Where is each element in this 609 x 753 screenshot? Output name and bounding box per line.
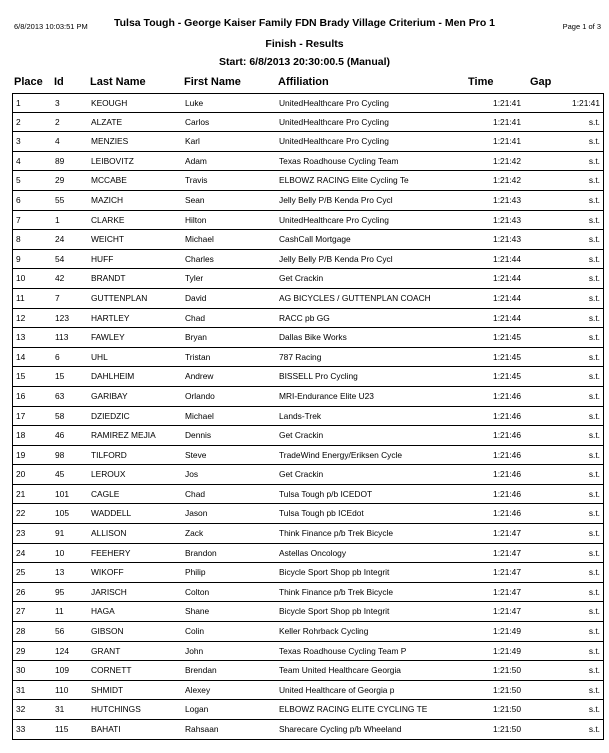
gap-cell: s.t. (588, 469, 600, 480)
affiliation-cell: BISSELL Pro Cycling (279, 371, 358, 382)
gap-cell: s.t. (588, 292, 600, 303)
gap-cell: s.t. (588, 528, 600, 539)
col-time: Time (468, 76, 494, 88)
table-row (12, 132, 604, 152)
table-row (12, 544, 604, 564)
first-name-cell: Luke (185, 98, 204, 108)
table-row (12, 426, 604, 446)
time-cell: 1:21:46 (493, 488, 521, 499)
table-row (12, 250, 604, 270)
id-cell: 110 (55, 684, 69, 695)
time-cell: 1:21:50 (493, 704, 521, 715)
first-name-cell: Brandon (185, 547, 217, 558)
affiliation-cell: Texas Roadhouse Cycling Team (279, 155, 399, 166)
last-name-cell: FAWLEY (91, 332, 125, 343)
place-cell: 1 (16, 98, 21, 108)
first-name-cell: Tristan (185, 351, 211, 362)
id-cell: 29 (55, 175, 65, 186)
last-name-cell: WIKOFF (91, 567, 124, 578)
id-cell: 124 (55, 645, 69, 656)
id-cell: 6 (55, 351, 60, 362)
table-row (12, 602, 604, 622)
place-cell: 7 (16, 214, 21, 225)
id-cell: 105 (55, 508, 69, 519)
affiliation-cell: Keller Rohrback Cycling (279, 626, 369, 637)
place-cell: 27 (16, 606, 26, 617)
table-row (12, 171, 604, 191)
first-name-cell: Zack (185, 528, 204, 539)
time-cell: 1:21:46 (493, 469, 521, 480)
id-cell: 109 (55, 665, 69, 676)
id-cell: 55 (55, 194, 65, 205)
place-cell: 23 (16, 528, 26, 539)
first-name-cell: Jos (185, 469, 199, 480)
time-cell: 1:21:42 (493, 175, 521, 186)
table-row (12, 93, 604, 113)
last-name-cell: FEEHERY (91, 547, 131, 558)
last-name-cell: WADDELL (91, 508, 132, 519)
time-cell: 1:21:46 (493, 390, 521, 401)
last-name-cell: MCCABE (91, 175, 127, 186)
last-name-cell: RAMIREZ MEJIA (91, 430, 156, 441)
first-name-cell: Colin (185, 626, 205, 637)
first-name-cell: Sean (185, 194, 205, 205)
place-cell: 20 (16, 469, 26, 480)
table-row (12, 230, 604, 250)
table-row (12, 269, 604, 289)
place-cell: 2 (16, 116, 21, 127)
time-cell: 1:21:43 (493, 194, 521, 205)
gap-cell: s.t. (588, 273, 600, 284)
table-row (12, 622, 604, 642)
affiliation-cell: Sharecare Cycling p/b Wheeland (279, 724, 402, 734)
place-cell: 18 (16, 430, 26, 441)
last-name-cell: LEIBOVITZ (91, 155, 134, 166)
place-cell: 33 (16, 724, 26, 734)
place-cell: 8 (16, 234, 21, 245)
table-row (12, 642, 604, 662)
table-row (12, 485, 604, 505)
affiliation-cell: TradeWind Energy/Eriksen Cycle (279, 449, 403, 460)
last-name-cell: HARTLEY (91, 312, 130, 323)
gap-cell: s.t. (588, 586, 600, 597)
last-name-cell: HUTCHINGS (91, 704, 141, 715)
gap-cell: s.t. (588, 155, 600, 166)
gap-cell: s.t. (588, 116, 600, 127)
table-row (12, 387, 604, 407)
time-cell: 1:21:47 (493, 606, 521, 617)
time-cell: 1:21:50 (493, 684, 521, 695)
place-cell: 17 (16, 410, 26, 421)
last-name-cell: CORNETT (91, 665, 132, 676)
first-name-cell: Andrew (185, 371, 214, 382)
id-cell: 7 (55, 292, 60, 303)
affiliation-cell: Think Finance p/b Trek Bicycle (279, 528, 394, 539)
gap-cell: s.t. (588, 488, 600, 499)
id-cell: 3 (55, 98, 60, 108)
time-cell: 1:21:49 (493, 645, 521, 656)
first-name-cell: Steve (185, 449, 207, 460)
first-name-cell: Rahsaan (185, 724, 219, 734)
first-name-cell: Michael (185, 234, 214, 245)
time-cell: 1:21:47 (493, 567, 521, 578)
last-name-cell: SHMIDT (91, 684, 124, 695)
affiliation-cell: UnitedHealthcare Pro Cycling (279, 214, 389, 225)
first-name-cell: Chad (185, 488, 206, 499)
id-cell: 91 (55, 528, 65, 539)
results-table (12, 93, 604, 740)
id-cell: 11 (55, 606, 64, 617)
gap-cell: s.t. (588, 508, 600, 519)
gap-cell: s.t. (588, 626, 600, 637)
gap-cell: s.t. (588, 253, 600, 264)
last-name-cell: DZIEDZIC (91, 410, 130, 421)
col-last-name: Last Name (90, 76, 146, 88)
affiliation-cell: Tulsa Tough p/b ICEDOT (279, 488, 373, 499)
place-cell: 32 (16, 704, 26, 715)
first-name-cell: Carlos (185, 116, 210, 127)
id-cell: 46 (55, 430, 65, 441)
time-cell: 1:21:46 (493, 508, 521, 519)
first-name-cell: Travis (185, 175, 208, 186)
place-cell: 29 (16, 645, 26, 656)
time-cell: 1:21:45 (493, 332, 521, 343)
last-name-cell: BRANDT (91, 273, 126, 284)
last-name-cell: WEICHT (91, 234, 125, 245)
place-cell: 21 (16, 488, 26, 499)
time-cell: 1:21:44 (493, 312, 521, 323)
time-cell: 1:21:46 (493, 410, 521, 421)
gap-cell: s.t. (588, 665, 600, 676)
gap-cell: s.t. (588, 724, 600, 734)
start-time: Start: 6/8/2013 20:30:00.5 (Manual) (219, 56, 390, 68)
affiliation-cell: UnitedHealthcare Pro Cycling (279, 136, 389, 147)
table-row (12, 367, 604, 387)
first-name-cell: Adam (185, 155, 207, 166)
time-cell: 1:21:44 (493, 292, 521, 303)
first-name-cell: Brendan (185, 665, 217, 676)
table-row (12, 563, 604, 583)
place-cell: 10 (16, 273, 26, 284)
gap-cell: s.t. (588, 606, 600, 617)
gap-cell: s.t. (588, 567, 600, 578)
col-place: Place (14, 76, 43, 88)
affiliation-cell: ELBOWZ RACING ELITE CYCLING TE (279, 704, 428, 715)
id-cell: 1 (55, 214, 60, 225)
gap-cell: s.t. (588, 234, 600, 245)
affiliation-cell: 787 Racing (279, 351, 322, 362)
table-row (12, 700, 604, 720)
id-cell: 2 (55, 116, 60, 127)
place-cell: 6 (16, 194, 21, 205)
place-cell: 14 (16, 351, 26, 362)
gap-cell: s.t. (588, 390, 600, 401)
last-name-cell: HAGA (91, 606, 115, 617)
place-cell: 12 (16, 312, 26, 323)
id-cell: 13 (55, 567, 65, 578)
gap-cell: s.t. (588, 312, 600, 323)
time-cell: 1:21:41 (493, 136, 521, 147)
place-cell: 30 (16, 665, 26, 676)
gap-cell: s.t. (588, 645, 600, 656)
last-name-cell: GIBSON (91, 626, 124, 637)
time-cell: 1:21:45 (493, 371, 521, 382)
place-cell: 26 (16, 586, 26, 597)
last-name-cell: TILFORD (91, 449, 127, 460)
last-name-cell: JARISCH (91, 586, 127, 597)
page-number: Page 1 of 3 (562, 22, 601, 31)
affiliation-cell: Bicycle Sport Shop pb Integrit (279, 567, 390, 578)
id-cell: 98 (55, 449, 65, 460)
column-headers (0, 76, 609, 92)
time-cell: 1:21:44 (493, 273, 521, 284)
table-row (12, 348, 604, 368)
last-name-cell: MENZIES (91, 136, 129, 147)
last-name-cell: UHL (91, 351, 108, 362)
affiliation-cell: UnitedHealthcare Pro Cycling (279, 98, 389, 108)
time-cell: 1:21:43 (493, 214, 521, 225)
gap-cell: s.t. (588, 547, 600, 558)
gap-cell: s.t. (588, 175, 600, 186)
affiliation-cell: UnitedHealthcare Pro Cycling (279, 116, 389, 127)
time-cell: 1:21:41 (493, 116, 521, 127)
time-cell: 1:21:50 (493, 665, 521, 676)
time-cell: 1:21:43 (493, 234, 521, 245)
affiliation-cell: MRI-Endurance Elite U23 (279, 390, 374, 401)
last-name-cell: CLARKE (91, 214, 125, 225)
last-name-cell: BAHATI (91, 724, 121, 734)
id-cell: 15 (55, 371, 65, 382)
place-cell: 22 (16, 508, 26, 519)
gap-cell: s.t. (588, 332, 600, 343)
affiliation-cell: Astellas Oncology (279, 547, 347, 558)
last-name-cell: ALLISON (91, 528, 127, 539)
gap-cell: s.t. (588, 214, 600, 225)
col-id: Id (54, 76, 64, 88)
first-name-cell: Colton (185, 586, 210, 597)
id-cell: 89 (55, 155, 65, 166)
place-cell: 16 (16, 390, 26, 401)
time-cell: 1:21:41 (493, 98, 521, 108)
gap-cell: s.t. (588, 194, 600, 205)
print-timestamp: 6/8/2013 10:03:51 PM (14, 22, 88, 31)
affiliation-cell: Get Crackin (279, 430, 324, 441)
time-cell: 1:21:44 (493, 253, 521, 264)
first-name-cell: Philip (185, 567, 206, 578)
id-cell: 45 (55, 469, 65, 480)
first-name-cell: Charles (185, 253, 214, 264)
place-cell: 4 (16, 155, 21, 166)
gap-cell: s.t. (588, 430, 600, 441)
gap-cell: s.t. (588, 371, 600, 382)
first-name-cell: Logan (185, 704, 209, 715)
affiliation-cell: Think Finance p/b Trek Bicycle (279, 586, 394, 597)
place-cell: 9 (16, 253, 21, 264)
affiliation-cell: Tulsa Tough pb ICEdot (279, 508, 364, 519)
table-row (12, 113, 604, 133)
affiliation-cell: ELBOWZ RACING Elite Cycling Te (279, 175, 409, 186)
table-row (12, 152, 604, 172)
affiliation-cell: Lands-Trek (279, 410, 322, 421)
table-row (12, 407, 604, 427)
place-cell: 11 (16, 292, 25, 303)
first-name-cell: David (185, 292, 207, 303)
affiliation-cell: Jelly Belly P/B Kenda Pro Cycl (279, 194, 393, 205)
place-cell: 31 (16, 684, 26, 695)
table-row (12, 446, 604, 466)
table-row (12, 309, 604, 329)
affiliation-cell: Get Crackin (279, 469, 324, 480)
last-name-cell: KEOUGH (91, 98, 128, 108)
gap-cell: s.t. (588, 684, 600, 695)
id-cell: 42 (55, 273, 65, 284)
affiliation-cell: AG BICYCLES / GUTTENPLAN COACH (279, 292, 431, 303)
id-cell: 56 (55, 626, 65, 637)
id-cell: 115 (55, 724, 69, 734)
time-cell: 1:21:47 (493, 586, 521, 597)
id-cell: 10 (55, 547, 65, 558)
place-cell: 13 (16, 332, 26, 343)
id-cell: 63 (55, 390, 65, 401)
table-row (12, 720, 604, 740)
place-cell: 25 (16, 567, 26, 578)
last-name-cell: GUTTENPLAN (91, 292, 148, 303)
last-name-cell: DAHLHEIM (91, 371, 135, 382)
col-first-name: First Name (184, 76, 241, 88)
id-cell: 4 (55, 136, 60, 147)
first-name-cell: Bryan (185, 332, 207, 343)
affiliation-cell: RACC pb GG (279, 312, 330, 323)
table-row (12, 661, 604, 681)
id-cell: 24 (55, 234, 65, 245)
last-name-cell: ALZATE (91, 116, 123, 127)
first-name-cell: John (185, 645, 204, 656)
id-cell: 95 (55, 586, 65, 597)
id-cell: 101 (55, 488, 69, 499)
first-name-cell: Alexey (185, 684, 211, 695)
last-name-cell: LEROUX (91, 469, 126, 480)
time-cell: 1:21:46 (493, 449, 521, 460)
table-row (12, 504, 604, 524)
last-name-cell: GRANT (91, 645, 121, 656)
first-name-cell: Michael (185, 410, 214, 421)
place-cell: 5 (16, 175, 21, 186)
first-name-cell: Orlando (185, 390, 215, 401)
table-row (12, 191, 604, 211)
gap-cell: s.t. (588, 449, 600, 460)
table-row (12, 465, 604, 485)
affiliation-cell: Get Crackin (279, 273, 324, 284)
place-cell: 3 (16, 136, 21, 147)
affiliation-cell: Dallas Bike Works (279, 332, 347, 343)
time-cell: 1:21:50 (493, 724, 521, 734)
id-cell: 113 (55, 332, 69, 343)
place-cell: 19 (16, 449, 26, 460)
id-cell: 31 (55, 704, 65, 715)
id-cell: 54 (55, 253, 65, 264)
race-title: Tulsa Tough - George Kaiser Family FDN Brady Village Criterium - Men Pro 1 (114, 17, 495, 29)
gap-cell: s.t. (588, 410, 600, 421)
place-cell: 28 (16, 626, 26, 637)
last-name-cell: HUFF (91, 253, 114, 264)
table-row (12, 211, 604, 231)
gap-cell: s.t. (588, 704, 600, 715)
first-name-cell: Jason (185, 508, 208, 519)
time-cell: 1:21:47 (493, 547, 521, 558)
table-row (12, 289, 604, 309)
table-row (12, 524, 604, 544)
last-name-cell: GARIBAY (91, 390, 128, 401)
col-affiliation: Affiliation (278, 76, 329, 88)
first-name-cell: Tyler (185, 273, 204, 284)
id-cell: 123 (55, 312, 69, 323)
gap-cell: 1:21:41 (572, 98, 600, 108)
affiliation-cell: United Healthcare of Georgia p (279, 684, 395, 695)
last-name-cell: CAGLE (91, 488, 120, 499)
affiliation-cell: CashCall Mortgage (279, 234, 351, 245)
gap-cell: s.t. (588, 351, 600, 362)
gap-cell: s.t. (588, 136, 600, 147)
affiliation-cell: Jelly Belly P/B Kenda Pro Cycl (279, 253, 393, 264)
first-name-cell: Dennis (185, 430, 212, 441)
first-name-cell: Karl (185, 136, 200, 147)
place-cell: 24 (16, 547, 26, 558)
last-name-cell: MAZICH (91, 194, 124, 205)
time-cell: 1:21:47 (493, 528, 521, 539)
results-subtitle: Finish - Results (265, 38, 344, 50)
time-cell: 1:21:46 (493, 430, 521, 441)
affiliation-cell: Team United Healthcare Georgia (279, 665, 401, 676)
time-cell: 1:21:45 (493, 351, 521, 362)
first-name-cell: Chad (185, 312, 206, 323)
time-cell: 1:21:42 (493, 155, 521, 166)
first-name-cell: Shane (185, 606, 210, 617)
table-row (12, 583, 604, 603)
col-gap: Gap (530, 76, 552, 88)
time-cell: 1:21:49 (493, 626, 521, 637)
affiliation-cell: Texas Roadhouse Cycling Team P (279, 645, 407, 656)
table-row (12, 681, 604, 701)
id-cell: 58 (55, 410, 65, 421)
place-cell: 15 (16, 371, 26, 382)
first-name-cell: Hilton (185, 214, 207, 225)
table-row (12, 328, 604, 348)
affiliation-cell: Bicycle Sport Shop pb Integrit (279, 606, 390, 617)
